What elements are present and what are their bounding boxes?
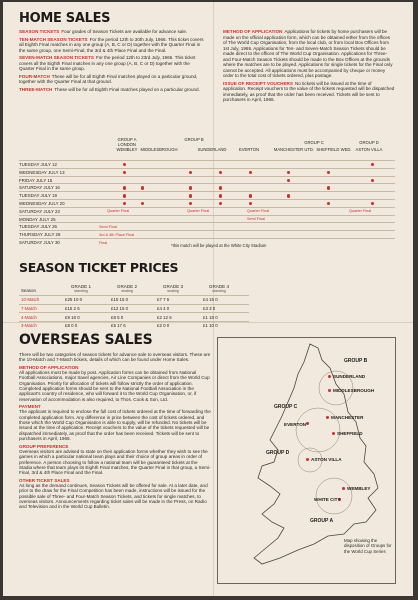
map-group-a: GROUP A <box>310 518 334 524</box>
fixture-date: THURSDAY JULY 28 <box>19 232 61 238</box>
group-d-header: GROUP D <box>359 140 379 145</box>
overseas-method-text: All applications must be made by post. Application forms can be obtained from National Football Associations, major travel agencies, Air Line Companies or direct from the World Cup Organisation. Priority for allocation of tickets will follow strictly the order of application. Completed application forms should be sent to the National Football Association in the applicant's country of residence, who will forward it to the World Cup Organisation, or, if reservation of accommodation is also required, to Thos. Cook & Son, Ltd. <box>19 370 210 402</box>
ten-match-label: TEN-MATCH SEASON TICKETS <box>19 36 88 42</box>
map-group-b: GROUP B <box>344 358 368 364</box>
match-dot <box>287 171 290 174</box>
grade-4-label: GRADE 4 <box>208 284 230 289</box>
fixture-date: WEDNESDAY JULY 20 <box>19 201 65 206</box>
match-dot <box>141 186 144 189</box>
city-everton: EVERTON <box>284 422 307 427</box>
city-manchester: MANCHESTER <box>331 415 364 420</box>
match-dot <box>287 194 290 197</box>
match-dot <box>249 202 252 205</box>
prices-body <box>19 295 249 329</box>
issue-para <box>223 81 395 103</box>
match-dot <box>219 186 222 189</box>
season-tickets-para <box>19 29 204 35</box>
ground-manchester: MANCHESTER UTD. <box>273 147 315 152</box>
fixture-date: SATURDAY JULY 16 <box>19 185 60 191</box>
method-label: METHOD OF APPLICATION <box>223 29 283 34</box>
fixture-date: TUESDAY JULY 19 <box>19 193 57 199</box>
price-cell: £15 2 6 <box>65 305 80 311</box>
four-match-para <box>19 74 204 85</box>
match-dot <box>123 163 126 166</box>
match-dot <box>141 202 144 205</box>
dot-aston-villa <box>306 458 309 461</box>
col-grade-3 <box>153 284 193 293</box>
fixture-label: 3rd & 4th Place Final <box>99 232 135 237</box>
city-white-city: WHITE CITY <box>314 497 341 502</box>
programme-sheet <box>3 2 413 596</box>
fixture-date: TUESDAY JULY 12 <box>19 162 57 167</box>
dot-sheffield <box>332 432 335 435</box>
price-cell: £2 0 0 <box>157 323 170 329</box>
price-cell: £7 7 6 <box>157 297 170 303</box>
prices-title: SEASON TICKET PRICES <box>19 260 179 275</box>
four-match-text: These will be for all Eighth Final matches played on a particular ground, together with the Quarter Final at that ground. <box>19 73 198 84</box>
city-middlesbrough: MIDDLESBROUGH <box>333 388 375 393</box>
fixture-label: Semi Final <box>247 217 265 222</box>
price-cell: £4 4 0 <box>157 305 170 311</box>
price-cell: £25 10 0 <box>65 297 83 303</box>
grade-2-label: GRADE 2 <box>116 284 138 289</box>
ground-everton: EVERTON <box>238 147 260 152</box>
home-sales-title: HOME SALES <box>19 11 111 26</box>
fixture-label: Quarter Final <box>349 209 372 214</box>
price-row-name: 3-Match <box>21 323 37 329</box>
dot-sunderland <box>328 375 331 378</box>
ground-wembley: WEMBLEY <box>116 146 138 152</box>
group-pref-label: GROUP PREFERENCE <box>19 443 69 449</box>
map-group-c: GROUP C <box>274 404 298 410</box>
other-sales-para <box>19 478 211 510</box>
fixtures-grid <box>19 138 395 246</box>
match-dot <box>371 202 374 205</box>
price-row <box>19 321 249 330</box>
seven-match-para <box>19 55 204 72</box>
season-tickets-label: SEASON TICKETS <box>19 29 60 34</box>
other-sales-text: As long as the demand continues, Season Tickets will be offered for sale. At a later date, and prior to the draw for the Final Competition has been made, instructions will be issued for the possible sale of Three- and Four-Match Season Tickets, and tickets for single matches, to overseas visitors. Announcements regarding ticket sales will be made in the Press, on Radio and Television and in the World Cup Bulletin. <box>19 482 208 510</box>
ten-match-text: For the period 12th to 30th July, 1966. This ticket covers all Eighth Final matches in any one group (A, B, C or D) together with the Quarter Final in the same group, one Semi-Final, the 3rd & 4th Place Final and the Final. <box>19 36 204 53</box>
fixture-label: Semi Final <box>99 224 117 229</box>
fixture-label: Final <box>99 240 108 245</box>
match-dot <box>327 171 330 174</box>
city-aston-villa: ASTON VILLA <box>311 457 342 462</box>
four-match-label: FOUR-MATCH <box>19 73 50 79</box>
price-cell: £8 0 0 <box>65 323 78 329</box>
price-cell: £5 17 6 <box>111 323 126 329</box>
group-c-header: GROUP C <box>304 140 324 145</box>
group-b-header: GROUP B <box>184 137 204 142</box>
match-dot <box>249 171 252 174</box>
price-cell: £3 3 0 <box>203 305 216 311</box>
method-text: Applications for tickets by home purchasers will be made on the official application form, which can be obtained either from the offices of The World Cup Organisation, from the local club, or from local Box Offices from 1st July, 1965. Applications for Ten- and Seven-Match Season Tickets should be made direct to the offices of The World Cup Organisation. Applications for Three- and Four-Match Season Tickets should be made to the Box Offices at the grounds where the matches are to be played. Applications for single tickets for the Final only cannot be accepted. All applications must be accompanied by cheque or money order to the total cost of tickets ordered, plus postage. <box>223 29 393 78</box>
grade-1-sub: standing <box>74 289 88 293</box>
overseas-method-label: METHOD OF APPLICATION <box>19 364 79 370</box>
fixtures-footnote: *this match will be played at the White City Stadium <box>171 243 267 248</box>
issue-label: ISSUE OF RECEIPT VOUCHERS <box>223 80 293 86</box>
city-sheffield: SHEFFIELD <box>337 431 363 436</box>
group-a-circle <box>316 478 352 514</box>
three-match-label: THREE-MATCH <box>19 86 53 92</box>
three-match-text: These will be for all Eighth Final matches played on a particular ground. <box>54 86 200 92</box>
price-cell: £8 5 0 <box>111 314 124 320</box>
col-grade-4 <box>199 284 239 293</box>
price-row <box>19 304 249 313</box>
city-wembley: WEMBLEY <box>347 486 371 491</box>
dot-wembley <box>342 487 345 490</box>
grade-3-label: GRADE 3 <box>162 284 184 289</box>
match-dot <box>189 194 192 197</box>
ground-sunderland: SUNDERLAND <box>197 147 227 152</box>
match-dot <box>123 202 126 205</box>
issue-text: No tickets will be issued at the time of application. Receipt vouchers to the value of the tickets requested will be dispatched immediately, as proof that the order has been received. Tickets will be sent to purchasers in April, 1966. <box>223 80 395 102</box>
ten-match-para <box>19 37 204 54</box>
col-grade-1 <box>61 284 101 293</box>
dot-manchester <box>326 416 329 419</box>
map-caption: Map showing the disposition of Groups for the World Cup Series <box>344 538 392 554</box>
fixture-date: TUESDAY JULY 26 <box>19 224 57 230</box>
grade-3-sub: seating <box>167 289 179 293</box>
match-dot <box>327 202 330 205</box>
match-dot <box>219 171 222 174</box>
match-dot <box>123 186 126 189</box>
price-cell: £1 10 0 <box>203 323 218 329</box>
payment-label: PAYMENT <box>19 404 41 410</box>
price-cell: £12 15 0 <box>111 305 129 311</box>
ground-london: LONDON <box>118 141 136 147</box>
fixture-date: SATURDAY JULY 30 <box>19 240 60 245</box>
seven-match-text: For the period 12th to 23rd July, 1966. This ticket covers all the Eighth Final matches in any one group (A, B, C or D) together with the Quarter Final in the same group. <box>19 55 196 71</box>
match-dot <box>327 186 330 189</box>
home-right-column <box>223 29 395 105</box>
prices-table <box>19 284 249 329</box>
grade-1-label: GRADE 1 <box>70 284 92 289</box>
price-row <box>19 312 249 321</box>
group-a-name: GROUP A <box>117 137 137 142</box>
match-dot <box>189 202 192 205</box>
price-cell: £9 18 0 <box>65 314 80 320</box>
ground-aston-villa: ASTON VILLA <box>355 147 383 152</box>
fixture-date: MONDAY JULY 25 <box>19 216 56 222</box>
grade-4-sub: standing <box>212 289 226 293</box>
payment-text: The applicant is required to enclose the full cost of tickets ordered at the time of forwarding the completed application form. Any difference in price between the cost of tickets ordered, and those which the World Cup Organisation is able to supply, will be refunded. No tickets will be issued at the time of application. Receipt vouchers to the value of the tickets requested will be dispatched immediately, as proof that the order has been received. Tickets will be sent to purchasers in April, 1966. <box>19 409 211 442</box>
col-season: Season <box>21 288 36 293</box>
dot-middlesbrough <box>328 389 331 392</box>
prices-header-row <box>19 284 249 295</box>
other-sales-label: OTHER TICKET SALES <box>19 477 70 483</box>
col-grade-2 <box>107 284 147 293</box>
home-left-column <box>19 29 204 94</box>
price-cell: £1 18 0 <box>203 314 218 320</box>
price-cell: £4 15 0 <box>203 297 218 303</box>
match-dot <box>189 171 192 174</box>
match-dot <box>123 194 126 197</box>
three-match-para <box>19 87 204 93</box>
match-dot <box>249 194 252 197</box>
map-group-d: GROUP D <box>266 450 290 456</box>
payment-para <box>19 404 211 441</box>
price-row-name: 4-Match <box>21 314 37 320</box>
price-cell: £15 15 0 <box>111 297 129 303</box>
dot-everton <box>306 422 309 425</box>
fixture-label: Quarter Final <box>107 209 130 214</box>
ground-middlesbrough: MIDDLESBROUGH <box>140 147 178 152</box>
fixture-date: SATURDAY JULY 23 <box>19 208 60 214</box>
city-sunderland: SUNDERLAND <box>333 374 366 379</box>
groups-map <box>217 337 396 584</box>
group-pref-text: Overseas visitors are advised to state on their application forms whether they wish to see the games in which a particular national team plays and their choice of group areas in order of preference. A person choosing to follow a national team will be guaranteed tickets at the Stadia where that team plays its Eighth Final matches, the Quarter Final in that group, a Semi-Final, 3rd & 4th Place Final and the Final. <box>19 448 211 476</box>
match-dot <box>123 171 126 174</box>
overseas-title: OVERSEAS SALES <box>19 332 153 348</box>
overseas-column <box>19 352 211 512</box>
match-dot <box>189 186 192 189</box>
match-dot <box>287 179 290 182</box>
match-dot <box>219 194 222 197</box>
fixture-label: Quarter Final <box>247 209 270 214</box>
price-row-name: 10-Match <box>21 297 40 303</box>
seven-match-label: SEVEN-MATCH SEASON TICKETS <box>19 55 94 60</box>
fixture-date: WEDNESDAY JULY 13 <box>19 169 65 175</box>
price-row <box>19 295 249 304</box>
overseas-method-para <box>19 365 211 402</box>
overseas-intro: There will be two categories of season tickets for advance sale to overseas visitors. These are the 10-Match and 7-Match tickets, details of which can be found under Home Sales. <box>19 352 211 363</box>
grade-2-sub: seating <box>121 289 133 293</box>
method-para <box>223 29 395 79</box>
match-dot <box>371 179 374 182</box>
season-tickets-text: Four grades of Season Tickets are available for advance sale. <box>61 29 188 34</box>
price-row-name: 7-Match <box>21 305 37 311</box>
match-dot <box>219 202 222 205</box>
group-pref-para <box>19 444 211 476</box>
fixture-label: Quarter Final <box>187 209 210 214</box>
ground-sheffield: SHEFFIELD WED. <box>316 147 352 152</box>
match-dot <box>371 163 374 166</box>
price-cell: £2 12 6 <box>157 314 172 320</box>
fixture-date: FRIDAY JULY 15 <box>19 177 53 183</box>
